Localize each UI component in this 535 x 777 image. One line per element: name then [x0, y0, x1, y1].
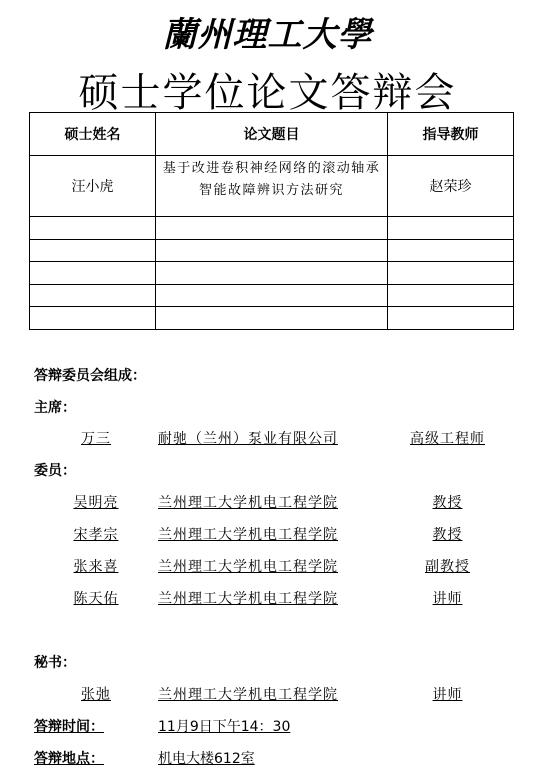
empty-row	[30, 217, 514, 240]
member-name: 吴明亮	[73, 495, 119, 511]
header-topic: 论文题目	[156, 113, 388, 156]
member-title: 讲师	[432, 591, 463, 607]
member-row	[0, 524, 535, 544]
table-header-row	[30, 113, 514, 156]
chair-title: 高级工程师	[410, 431, 485, 447]
header-advisor: 指导教师	[388, 113, 514, 156]
empty-row	[30, 262, 514, 285]
secretary-name: 张弛	[81, 687, 111, 703]
secretary-label: 秘书：	[34, 655, 76, 671]
member-org: 兰州理工大学机电工程学院	[158, 591, 338, 607]
member-org: 兰州理工大学机电工程学院	[158, 527, 338, 543]
members-label: 委员：	[34, 463, 76, 479]
member-org: 兰州理工大学机电工程学院	[158, 495, 338, 511]
student-name: 汪小虎	[30, 156, 156, 217]
member-name: 宋孝宗	[73, 527, 119, 543]
empty-row	[30, 284, 514, 307]
chair-row	[0, 428, 535, 448]
defense-place-value: 机电大楼612室	[158, 751, 255, 767]
secretary-org: 兰州理工大学机电工程学院	[158, 687, 338, 703]
chair-org: 耐驰（兰州）泵业有限公司	[158, 431, 338, 447]
chair-label: 主席：	[34, 400, 76, 416]
member-row	[0, 588, 535, 608]
defense-time-value: 11月9日下午14：30	[158, 719, 291, 735]
defense-place-label: 答辩地点：	[34, 751, 104, 767]
member-title: 副教授	[425, 559, 470, 575]
thesis-table	[29, 112, 514, 330]
member-name: 张来喜	[73, 559, 119, 575]
secretary-title: 讲师	[432, 687, 463, 703]
committee-heading: 答辩委员会组成：	[34, 368, 146, 384]
thesis-topic-cell	[156, 156, 388, 217]
advisor-name: 赵荣珍	[388, 156, 514, 217]
thesis-topic: 基于改进卷积神经网络的滚动轴承智能故障辨识方法研究	[162, 161, 381, 198]
defense-time-label: 答辩时间：	[34, 719, 104, 735]
member-row	[0, 556, 535, 576]
member-title: 教授	[432, 527, 463, 543]
university-logo: 蘭州理工大學	[162, 15, 373, 55]
empty-row	[30, 307, 514, 330]
member-name: 陈天佑	[73, 591, 119, 607]
secretary-row	[0, 684, 535, 704]
member-title: 教授	[432, 495, 463, 511]
table-row	[30, 156, 514, 217]
member-org: 兰州理工大学机电工程学院	[158, 559, 338, 575]
header-student: 硕士姓名	[30, 113, 156, 156]
chair-name: 万三	[81, 431, 111, 447]
member-row	[0, 492, 535, 512]
page-title: 硕士学位论文答辩会	[78, 70, 457, 116]
empty-row	[30, 239, 514, 262]
